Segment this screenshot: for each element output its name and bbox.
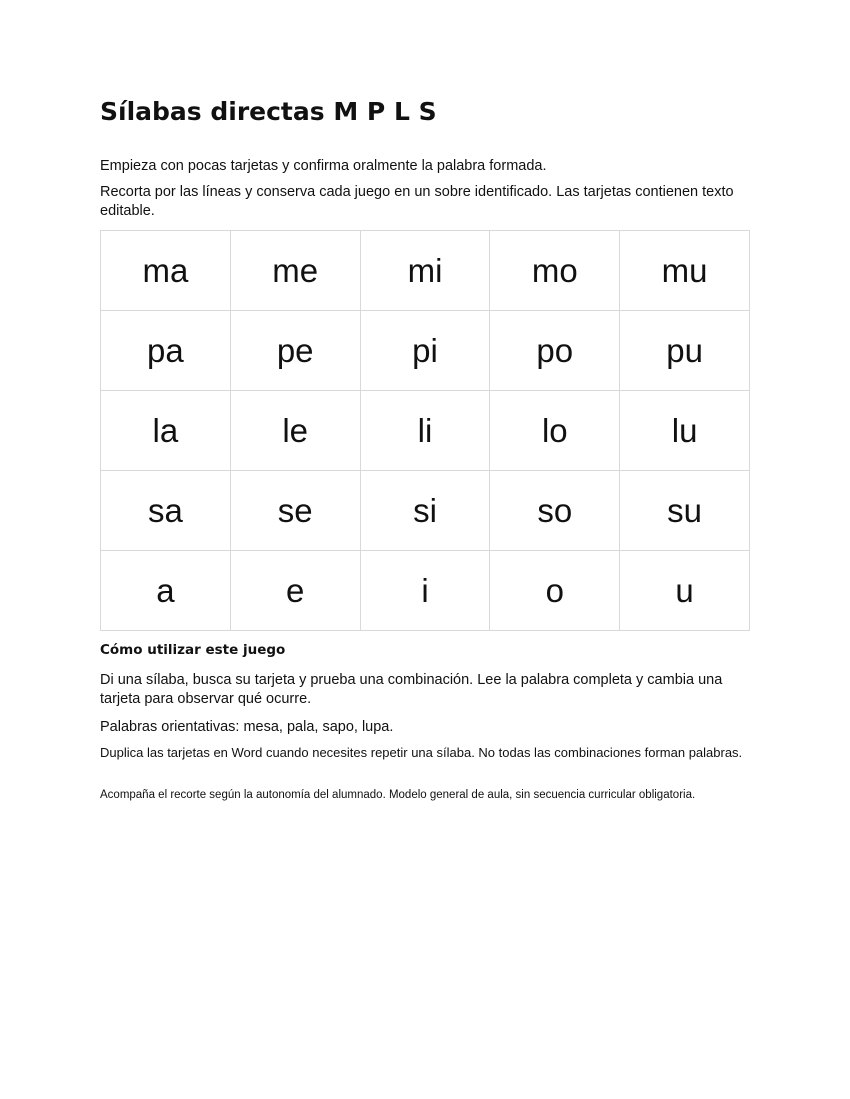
intro-paragraph-1: Empieza con pocas tarjetas y confirma oralmente la palabra formada. (100, 158, 547, 174)
syllable-card[interactable]: a (101, 551, 231, 631)
card-row-s (101, 471, 750, 551)
syllable-card[interactable]: li (360, 391, 490, 471)
syllable-card[interactable]: i (360, 551, 490, 631)
card-row-vowels (101, 551, 750, 631)
syllable-card[interactable]: pi (360, 311, 490, 391)
how-to-paragraph-1: Di una sílaba, busca su tarjeta y prueba una combinación. Lee la palabra completa y cambia una tarjeta para observar qué ocurre. (100, 672, 723, 707)
how-to-paragraph-2: Palabras orientativas: mesa, pala, sapo, lupa. (100, 719, 394, 735)
syllable-card[interactable]: pa (101, 311, 231, 391)
syllable-card[interactable]: o (490, 551, 620, 631)
syllable-card[interactable]: la (101, 391, 231, 471)
syllable-card[interactable]: pu (620, 311, 750, 391)
document-title: Sílabas directas M P L S (100, 97, 437, 126)
syllable-card[interactable]: lu (620, 391, 750, 471)
syllable-card[interactable]: me (230, 231, 360, 311)
syllable-card[interactable]: se (230, 471, 360, 551)
syllable-card[interactable]: si (360, 471, 490, 551)
how-to-paragraph-4: Acompaña el recorte según la autonomía del alumnado. Modelo general de aula, sin secuencia curricular obligatoria. (100, 789, 696, 801)
syllable-card[interactable]: mi (360, 231, 490, 311)
syllable-card[interactable]: su (620, 471, 750, 551)
syllable-card[interactable]: e (230, 551, 360, 631)
syllable-card[interactable]: pe (230, 311, 360, 391)
syllable-card[interactable]: mu (620, 231, 750, 311)
syllable-card-grid (100, 230, 750, 631)
intro-paragraph-2: Recorta por las líneas y conserva cada juego en un sobre identificado. Las tarjetas contienen texto editable. (100, 184, 734, 219)
syllable-card[interactable]: ma (101, 231, 231, 311)
card-row-m (101, 231, 750, 311)
card-row-p (101, 311, 750, 391)
card-row-l (101, 391, 750, 471)
syllable-card[interactable]: sa (101, 471, 231, 551)
syllable-card[interactable]: lo (490, 391, 620, 471)
syllable-card[interactable]: mo (490, 231, 620, 311)
how-to-paragraph-3: Duplica las tarjetas en Word cuando necesites repetir una sílaba. No todas las combinaciones forman palabras. (100, 745, 743, 760)
syllable-card[interactable]: so (490, 471, 620, 551)
how-to-heading: Cómo utilizar este juego (100, 642, 286, 658)
syllable-card[interactable]: le (230, 391, 360, 471)
syllable-card[interactable]: po (490, 311, 620, 391)
syllable-card[interactable]: u (620, 551, 750, 631)
